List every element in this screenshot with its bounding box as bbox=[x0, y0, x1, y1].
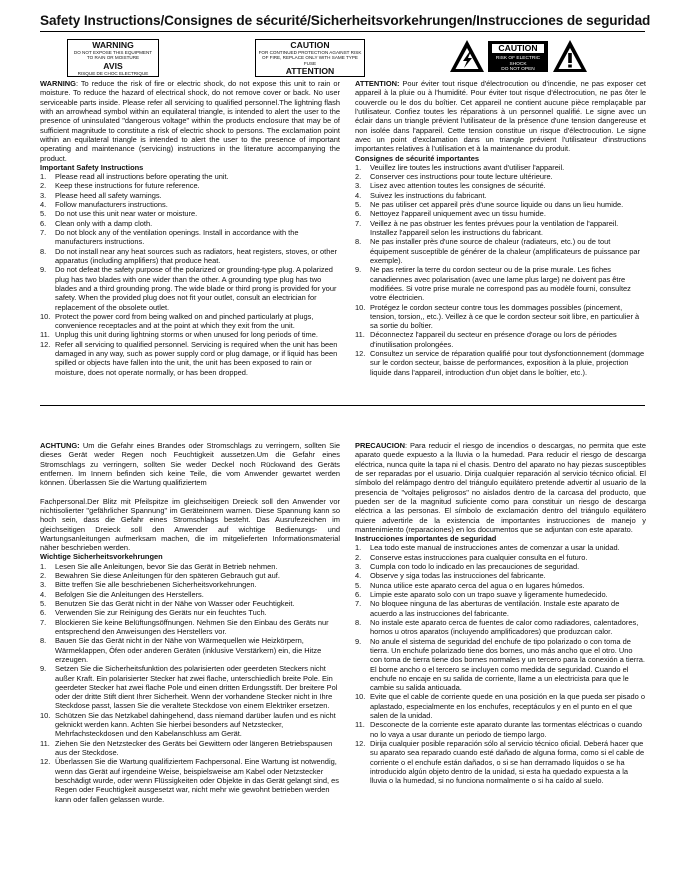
list-item-number: 3. bbox=[40, 190, 47, 200]
list-item-number: 11. bbox=[355, 720, 365, 730]
spanish-heading: Instrucciones importantes de seguridad bbox=[355, 534, 497, 544]
list-item bbox=[40, 219, 340, 228]
list-item-text: Do not install near any heat sources such as radiators, heat registers, stoves, or other apparatus (including amplifiers) that produce heat. bbox=[55, 246, 337, 265]
list-item bbox=[355, 163, 646, 172]
list-item-text: Refer all servicing to qualified personnel. Servicing is required when the unit has been damaged in any way, such as power supply cord or plug damage, or if liquid has been spilled or objects have fallen into the unit, the unit has been exposed to rain or moisture, does not operate normally, or has been dropped. bbox=[55, 339, 338, 377]
list-item-number: 4. bbox=[40, 589, 47, 599]
list-item-number: 3. bbox=[355, 562, 362, 572]
list-item-text: Do not use this unit near water or moisture. bbox=[55, 209, 198, 219]
page-title: Safety Instructions/Consignes de sécurité/Sicherheitsvorkehrungen/Instrucciones de seguridad bbox=[40, 13, 651, 28]
list-item bbox=[40, 580, 340, 589]
shock-caution-line: DO NOT OPEN bbox=[501, 67, 535, 72]
shock-caution-title: CAUTION bbox=[491, 43, 545, 54]
list-item-text: Setzen Sie die Sicherheitsfunktion des polarisierten oder geerdeten Steckers nicht außer Kraft. Ein polarisierter Stecker hat zwei flache, unterschiedlich breite Pole. Ein geerdeter Stecker hat zwei flache Pole und einen dritten Erdungsstift. Der breitere Pol oder der dritte Stift dient Ihrer Sicherheit. Wenn der vorhandene Stecker nicht in Ihre Steckdose passt, lassen Sie die veraltete Steckdose von einem Elektriker ersetzen. bbox=[55, 664, 338, 711]
list-item bbox=[355, 209, 646, 218]
spanish-section bbox=[355, 441, 646, 871]
list-item bbox=[355, 562, 646, 571]
list-item-number: 5. bbox=[355, 200, 362, 210]
list-item-text: Lesen Sie alle Anleitungen, bevor Sie das Gerät in Betrieb nehmen. bbox=[55, 561, 278, 571]
caution-fuse-label bbox=[255, 39, 365, 77]
list-item bbox=[40, 181, 340, 190]
list-item bbox=[355, 590, 646, 599]
list-item bbox=[40, 739, 340, 758]
list-item bbox=[40, 618, 340, 637]
list-item-text: Schützen Sie das Netzkabel dahingehend, dass niemand darüber laufen und es nicht geknickt werden kann. Achten Sie hierbei besonders auf Netzstecker, Mehrfachsteckdosen und den Kabelanschluss am Gerät. bbox=[55, 710, 336, 739]
list-item-number: 9. bbox=[355, 265, 362, 275]
list-item-text: Do not defeat the safety purpose of the polarized or grounding-type plug. A polarized plug has two blades with one wider than the other. A grounding type plug has two blades and a third grounding prong. The wide blade or third prong is provided for your safety. When the provided plug does not fit your outlet, consult an electrician for replacement of the obsolete outlet. bbox=[55, 265, 337, 312]
list-item-number: 8. bbox=[40, 636, 47, 646]
caution-line: FOR CONTINUED PROTECTION AGAINST RISK bbox=[258, 50, 362, 55]
list-item-number: 6. bbox=[355, 590, 362, 599]
list-item-text: Protégez le cordon secteur contre tous les dommages possibles (pincement, tension, torsion,, etc.). Veillez à ce que le cordon secteur soit libre, en particulier à sa sortie du boîtier. bbox=[370, 302, 640, 331]
french-lead: ATTENTION: bbox=[355, 79, 400, 88]
list-item-text: Ne pas installer près d'une source de chaleur (radiateurs, etc.) ou de tout équipement susceptible de générer de la chaleur (amplificateurs de puissance par exemple). bbox=[370, 237, 640, 265]
list-item bbox=[355, 720, 646, 739]
german-list bbox=[40, 562, 340, 804]
list-item-text: Lea todo este manual de instrucciones antes de comenzar a usar la unidad. bbox=[370, 543, 620, 553]
list-item bbox=[40, 228, 340, 247]
list-item bbox=[355, 200, 646, 209]
list-item bbox=[40, 571, 340, 580]
avis-line bbox=[68, 76, 158, 77]
list-item-text: Veillez à ne pas obstruer les fentes prévues pour la ventilation de l'appareil. Installez l'appareil selon les instructions du fabricant. bbox=[370, 218, 619, 237]
list-item bbox=[40, 757, 340, 804]
list-item-text: Verwenden Sie zur Reinigung des Geräts nur ein feuchtes Tuch. bbox=[55, 608, 267, 618]
list-item-number: 4. bbox=[40, 200, 47, 210]
list-item bbox=[355, 330, 646, 349]
list-item-number: 11. bbox=[355, 330, 365, 340]
list-item-number: 9. bbox=[40, 265, 47, 275]
list-item-text: No instale este aparato cerca de fuentes de calor como radiadores, calentadores, hornos u otros aparatos (incluyendo amplificadores) que produzcan calor. bbox=[370, 617, 639, 637]
list-item-number: 1. bbox=[40, 172, 47, 182]
list-item-number: 10. bbox=[355, 692, 366, 702]
list-item-text: Please heed all safety warnings. bbox=[55, 190, 162, 200]
list-item-number: 10. bbox=[40, 311, 51, 321]
list-item-number: 1. bbox=[40, 561, 47, 571]
list-item-number: 7. bbox=[355, 599, 362, 609]
list-item bbox=[355, 349, 646, 377]
list-item-text: Blockieren Sie keine Belüftungsöffnungen. Nehmen Sie den Einbau des Geräts nur entsprechend den Anweisungen des Herstellers vor. bbox=[55, 617, 329, 636]
list-item bbox=[355, 237, 646, 265]
list-item-text: Follow manufacturers instructions. bbox=[55, 200, 168, 210]
list-item-number: 8. bbox=[355, 237, 362, 247]
exclamation-triangle-icon bbox=[552, 39, 588, 73]
list-item-number: 5. bbox=[40, 599, 47, 608]
section-rule bbox=[40, 405, 645, 406]
list-item bbox=[40, 599, 340, 608]
list-item bbox=[40, 340, 340, 377]
list-item bbox=[40, 200, 340, 209]
list-item-number: 6. bbox=[40, 218, 47, 228]
list-item-text: Dirija cualquier posible reparación sólo al servicio técnico oficial. Deberá hacer que su aparato sea reparado cuando esté dañado de alguna forma, como si el cable de corriente o el enchufe están dañados, o si se han derramado líquidos o se ha introducido algún objeto dentro de la unidad, si esta ha quedado expuesta a la lluvia o la humedad, si no funciona normalmente o si ha caído al suelo. bbox=[370, 739, 645, 786]
list-item-text: Consultez un service de réparation qualifié pour tout dysfonctionnement (dommage sur le cordon secteur, baisse de performances, exposition à la pluie, projection liquide dans l'appareil, introduction d'un objet dans le boîtier, etc.). bbox=[370, 349, 645, 377]
english-heading: Important Safety Instructions bbox=[40, 162, 144, 172]
english-section bbox=[40, 79, 340, 401]
list-item bbox=[355, 739, 646, 786]
list-item bbox=[355, 181, 646, 190]
list-item bbox=[40, 608, 340, 617]
list-item-text: Nettoyez l'appareil uniquement avec un tissu humide. bbox=[370, 209, 546, 219]
list-item bbox=[40, 172, 340, 181]
list-item-number: 1. bbox=[355, 543, 362, 553]
french-heading: Consignes de sécurité importantes bbox=[355, 153, 479, 163]
list-item-text: Déconnectez l'appareil du secteur en présence d'orage ou lors de périodes d'inutilisation prolongées. bbox=[370, 330, 617, 349]
list-item-number: 6. bbox=[40, 608, 47, 618]
german-section bbox=[40, 441, 340, 871]
list-item-number: 4. bbox=[355, 190, 362, 200]
list-item bbox=[40, 590, 340, 599]
list-item-number: 2. bbox=[40, 571, 47, 581]
list-item bbox=[355, 581, 646, 590]
list-item-number: 5. bbox=[355, 580, 362, 590]
german-intro-text: Um die Gefahr eines Brandes oder Stromschlags zu verringern, sollten Sie dieses Gerät weder Regen noch Feuchtigkeit aussetzen.Um die Gefahr eines Stromschlags zu verringern, sollten Sie weder Deckel noch Rückwand des Geräts entfernen. Im Innern befinden sich keine Teile, die vom Anwender gewartet werden können. Überlassen Sie die Wartung qualifiziertem bbox=[40, 441, 340, 488]
warning-title: WARNING bbox=[92, 40, 134, 50]
list-item bbox=[355, 172, 646, 181]
list-item bbox=[40, 265, 340, 312]
list-item-text: Nunca utilice este aparato cerca del agua o en lugares húmedos. bbox=[370, 580, 585, 590]
list-item-text: Ne pas utiliser cet appareil près d'une source liquide ou dans un lieu humide. bbox=[370, 200, 624, 210]
list-item bbox=[355, 571, 646, 580]
list-item-text: Protect the power cord from being walked on and pinched particularly at plugs, convenience receptacles and at the point at which they exit from the unit. bbox=[55, 311, 314, 331]
french-intro bbox=[355, 79, 646, 154]
list-item-text: Befolgen Sie die Anleitungen des Herstellers. bbox=[55, 589, 204, 599]
lightning-triangle-icon bbox=[449, 39, 485, 73]
list-item-number: 7. bbox=[40, 617, 47, 627]
attention-title: ATTENTION bbox=[285, 66, 335, 77]
list-item-number: 11. bbox=[40, 330, 50, 340]
english-intro-text: : To reduce the risk of fire or electric shock, do not expose this unit to rain or moisture. To reduce the hazard of electrical shock, do not remove cover or back. No user serviceable parts inside. Please refer all servicing to qualified personnel.The lightning flash with an arrowhead symbol within an equilateral triangle, is intended to alert the user to the presence of uninsulated "dangerous voltage" within the products enclosure that may be of sufficient magnitude to constitute a risk of electric shock to persons. The exclamation point within an equilateral triangle is intended to alert the user to the presence of important operating and maintenance (servicing) instructions in the literature accompanying the product. bbox=[40, 79, 340, 163]
french-section bbox=[355, 79, 646, 401]
list-item-text: Ziehen Sie den Netzstecker des Geräts bei Gewittern oder längeren Betriebspausen aus der Steckdose. bbox=[55, 738, 333, 757]
spanish-intro bbox=[355, 441, 646, 534]
list-item-text: Cumpla con todo lo indicado en las precauciones de seguridad. bbox=[370, 562, 580, 572]
list-item-number: 12. bbox=[40, 339, 51, 349]
list-item bbox=[40, 562, 340, 571]
list-item-text: Limpie este aparato solo con un trapo suave y ligeramente humedecido. bbox=[370, 590, 608, 599]
list-item-text: No bloquee ninguna de las aberturas de ventilación. Instale este aparato de acuerdo a las instrucciones del fabricante. bbox=[370, 599, 620, 618]
list-item-text: Benutzen Sie das Gerät nicht in der Nähe von Wasser oder Feuchtigkeit. bbox=[55, 599, 295, 608]
list-item-number: 6. bbox=[355, 209, 362, 219]
list-item-number: 5. bbox=[40, 209, 47, 219]
list-item-number: 2. bbox=[355, 552, 362, 562]
list-item-number: 9. bbox=[40, 664, 47, 674]
list-item-text: Ne pas retirer la terre du cordon secteur ou de la prise murale. Les fiches canadiennes avec polarisation (avec une lame plus large) ne doivent pas être modifiées. Si votre prise murale ne correspond pas au modèle fourni, consultez votre électricien. bbox=[370, 265, 631, 303]
list-item-text: Conserve estas instrucciones para cualquier consulta en el futuro. bbox=[370, 552, 588, 562]
german-intro-2: Fachpersonal.Der Blitz mit Pfeilspitze im gleichseitigen Dreieck soll den Anwender vor nichtisolierter "gefährlicher Spannung" im Geräteinnern warnen. Diese Spannung kann so hoch sein, dass die Gefahr eines Stromschlags besteht. Das Ausrufezeichen im gleichseitigen Dreieck soll den Anwender auf wichtige Bedienungs- und Wartungsanleitungen aufmerksam machen, die im mitgelieferten Informationsmaterial näher beschrieben werden. bbox=[40, 496, 340, 553]
german-lead: ACHTUNG: bbox=[40, 441, 80, 450]
list-item-text: Please read all instructions before operating the unit. bbox=[55, 172, 229, 182]
list-item-number: 10. bbox=[40, 710, 51, 720]
list-item-text: Veuillez lire toutes les instructions avant d'utiliser l'appareil. bbox=[370, 162, 565, 172]
spanish-list bbox=[355, 543, 646, 785]
list-item-number: 7. bbox=[355, 218, 362, 228]
list-item-number: 12. bbox=[355, 739, 366, 748]
shock-caution-line: RISK OF ELECTRIC SHOCK bbox=[495, 56, 541, 67]
list-item bbox=[40, 191, 340, 200]
english-intro bbox=[40, 79, 340, 163]
list-item bbox=[40, 247, 340, 266]
list-item bbox=[355, 265, 646, 302]
list-item-text: No anule el sistema de seguridad del enchufe de tipo polarizado o con toma de tierra. Un enchufe polarizado tiene dos bornes, uno más ancho que el otro. Uno con toma de tierra tiene dos bornes normales y un tercero para la conexión a tierra. El borne ancho o el tercero se incluyen como medida de seguridad. Cuando el enchufe no encaje en su salida de corriente, llame a un electricista para que le cambie su salida anticuada. bbox=[370, 636, 645, 693]
list-item bbox=[40, 330, 340, 339]
list-item-text: Evite que el cable de corriente quede en una posición en la que pueda ser pisado o aplastado, especialmente en los enchufes, receptáculos y en el punto en el que salen de la unidad. bbox=[370, 692, 645, 721]
list-item-number: 9. bbox=[355, 636, 362, 646]
list-item bbox=[40, 209, 340, 218]
list-item bbox=[40, 312, 340, 331]
english-lead: WARNING bbox=[40, 79, 76, 88]
list-item-text: Überlassen Sie die Wartung qualifiziertem Fachpersonal. Eine Wartung ist notwendig, wenn das Gerät auf irgendeine Weise, beispielsweise am Kabel oder Netzstecker beschädigt wurde, oder wenn Flüssigkeiten oder Objekte in das Gerät gelangt sind, es Regen oder Feuchtigkeit ausgesetzt war, nicht mehr wie gewohnt betrieben werden kann oder fallen gelassen wurde. bbox=[55, 757, 340, 804]
list-item-number: 1. bbox=[355, 162, 362, 172]
list-item-number: 11. bbox=[40, 738, 50, 748]
list-item-text: Keep these instructions for future reference. bbox=[55, 181, 200, 191]
list-item-text: Unplug this unit during lightning storms or when unused for long periods of time. bbox=[55, 330, 318, 340]
list-item-text: Conserver ces instructions pour toute lecture ultérieure. bbox=[370, 172, 553, 182]
list-item bbox=[355, 543, 646, 552]
attention-line bbox=[256, 76, 364, 77]
list-item bbox=[355, 303, 646, 331]
list-item-number: 3. bbox=[355, 181, 362, 191]
list-item-number: 7. bbox=[40, 228, 47, 237]
list-item-number: 8. bbox=[355, 617, 362, 627]
list-item-text: Desconecte de la corriente este aparato durante las tormentas eléctricas o cuando no lo vaya a usar durante un periodo de tiempo largo. bbox=[370, 720, 643, 739]
title-rule bbox=[40, 31, 645, 32]
list-item-number: 12. bbox=[40, 757, 51, 767]
list-item-number: 8. bbox=[40, 246, 47, 256]
list-item-text: Suivez les instructions du fabricant. bbox=[370, 190, 487, 200]
list-item bbox=[40, 711, 340, 739]
warning-line: TO RAIN OR MOISTURE bbox=[86, 55, 140, 61]
warning-label bbox=[67, 39, 159, 77]
list-item-number: 3. bbox=[40, 580, 47, 590]
list-item bbox=[40, 664, 340, 711]
list-item bbox=[355, 553, 646, 562]
list-item-text: Lisez avec attention toutes les consignes de sécurité. bbox=[370, 181, 546, 191]
german-heading: Wichtige Sicherheitsvorkehrungen bbox=[40, 552, 163, 562]
list-item-text: Bewahren Sie diese Anleitungen für den späteren Gebrauch gut auf. bbox=[55, 571, 280, 581]
spanish-intro-text: : Para reducir el riesgo de incendios o descargas, no permita que este aparato quede expuesto a la lluvia o la humedad. Para reducir el riesgo de descarga eléctrica, nunca quite la tapa ni el chasis. Dentro del aparato no hay piezas susceptibles de ser reparadas por el usuario. Dirija cualquier reparación al servicio técnico oficial. El símbolo del relámpago dentro del triángulo equilátero pretende advertir al usuario de la presencia de "voltajes peligrosos" no aislados dentro de la carcasa del producto, que pueden ser de la magnitud suficiente como para constituir un riesgo de descarga eléctrica a las personas. El símbolo de exclamación dentro del triángulo equilátero quiere advertirle de la existencia de importantes instrucciones de manejo y mantenimiento (reparaciones) en los documentos que se adjuntan con este aparato. bbox=[355, 441, 646, 534]
warning-line: DO NOT EXPOSE THIS EQUIPMENT bbox=[73, 50, 153, 55]
french-intro-text: Pour éviter tout risque d'électrocution ou d'incendie, ne pas exposer cet appareil à la pluie ou à l'humidité. Pour éviter tout risque d'électrocution, ne pas ôter le couvercle ou le dos du boîtier. Cet appareil ne contient aucune pièce remplaçable par l'utilisateur. Confiez toutes les réparations à un personnel qualifié. Le signe avec un éclair dans un triangle prévient l'utilisateur de la présence d'une tension dangereuse et non isolée dans l'appareil. Cette tension constitue un risque d'électrocution. Le signe avec un point d'exclamation dans un triangle prévient l'utilisateur d'instructions importantes relatives à l'utilisation et à la maintenance du produit. bbox=[355, 79, 646, 154]
avis-title: AVIS bbox=[103, 60, 123, 71]
french-list bbox=[355, 163, 646, 377]
list-item-text: Observe y siga todas las instrucciones del fabricante. bbox=[370, 571, 546, 581]
list-item bbox=[355, 219, 646, 238]
list-item-text: Bauen Sie das Gerät nicht in der Nähe von Wärmequellen wie Heizkörpern, Wärmeklappen, Öfen oder anderen Geräten (inklusive Verstärkern) ein, die Hitze erzeugen. bbox=[55, 636, 322, 664]
list-item-text: Bitte treffen Sie alle beschriebenen Sicherheitsvorkehrungen. bbox=[55, 580, 257, 590]
list-item bbox=[355, 692, 646, 720]
list-item-number: 10. bbox=[355, 302, 366, 312]
list-item bbox=[355, 599, 646, 618]
list-item-text: Clean only with a damp cloth. bbox=[55, 218, 153, 228]
caution-line: OF FIRE, REPLACE ONLY WITH SAME TYPE FUSE bbox=[262, 55, 358, 66]
list-item bbox=[355, 618, 646, 637]
list-item-number: 12. bbox=[355, 349, 366, 359]
shock-caution-label bbox=[488, 41, 548, 72]
spanish-lead: PRECAUCION bbox=[355, 441, 405, 450]
list-item-text: Do not block any of the ventilation openings. Install in accordance with the manufacturers instructions. bbox=[55, 228, 299, 247]
list-item-number: 2. bbox=[355, 172, 362, 182]
list-item-number: 4. bbox=[355, 571, 362, 581]
list-item bbox=[355, 637, 646, 693]
english-list bbox=[40, 172, 340, 377]
list-item-number: 2. bbox=[40, 181, 47, 191]
german-intro bbox=[40, 441, 340, 488]
list-item bbox=[40, 636, 340, 664]
list-item bbox=[355, 191, 646, 200]
avis-line: RISQUE DE CHOC ELECTRIQUE bbox=[77, 70, 149, 76]
caution-title: CAUTION bbox=[290, 40, 330, 50]
